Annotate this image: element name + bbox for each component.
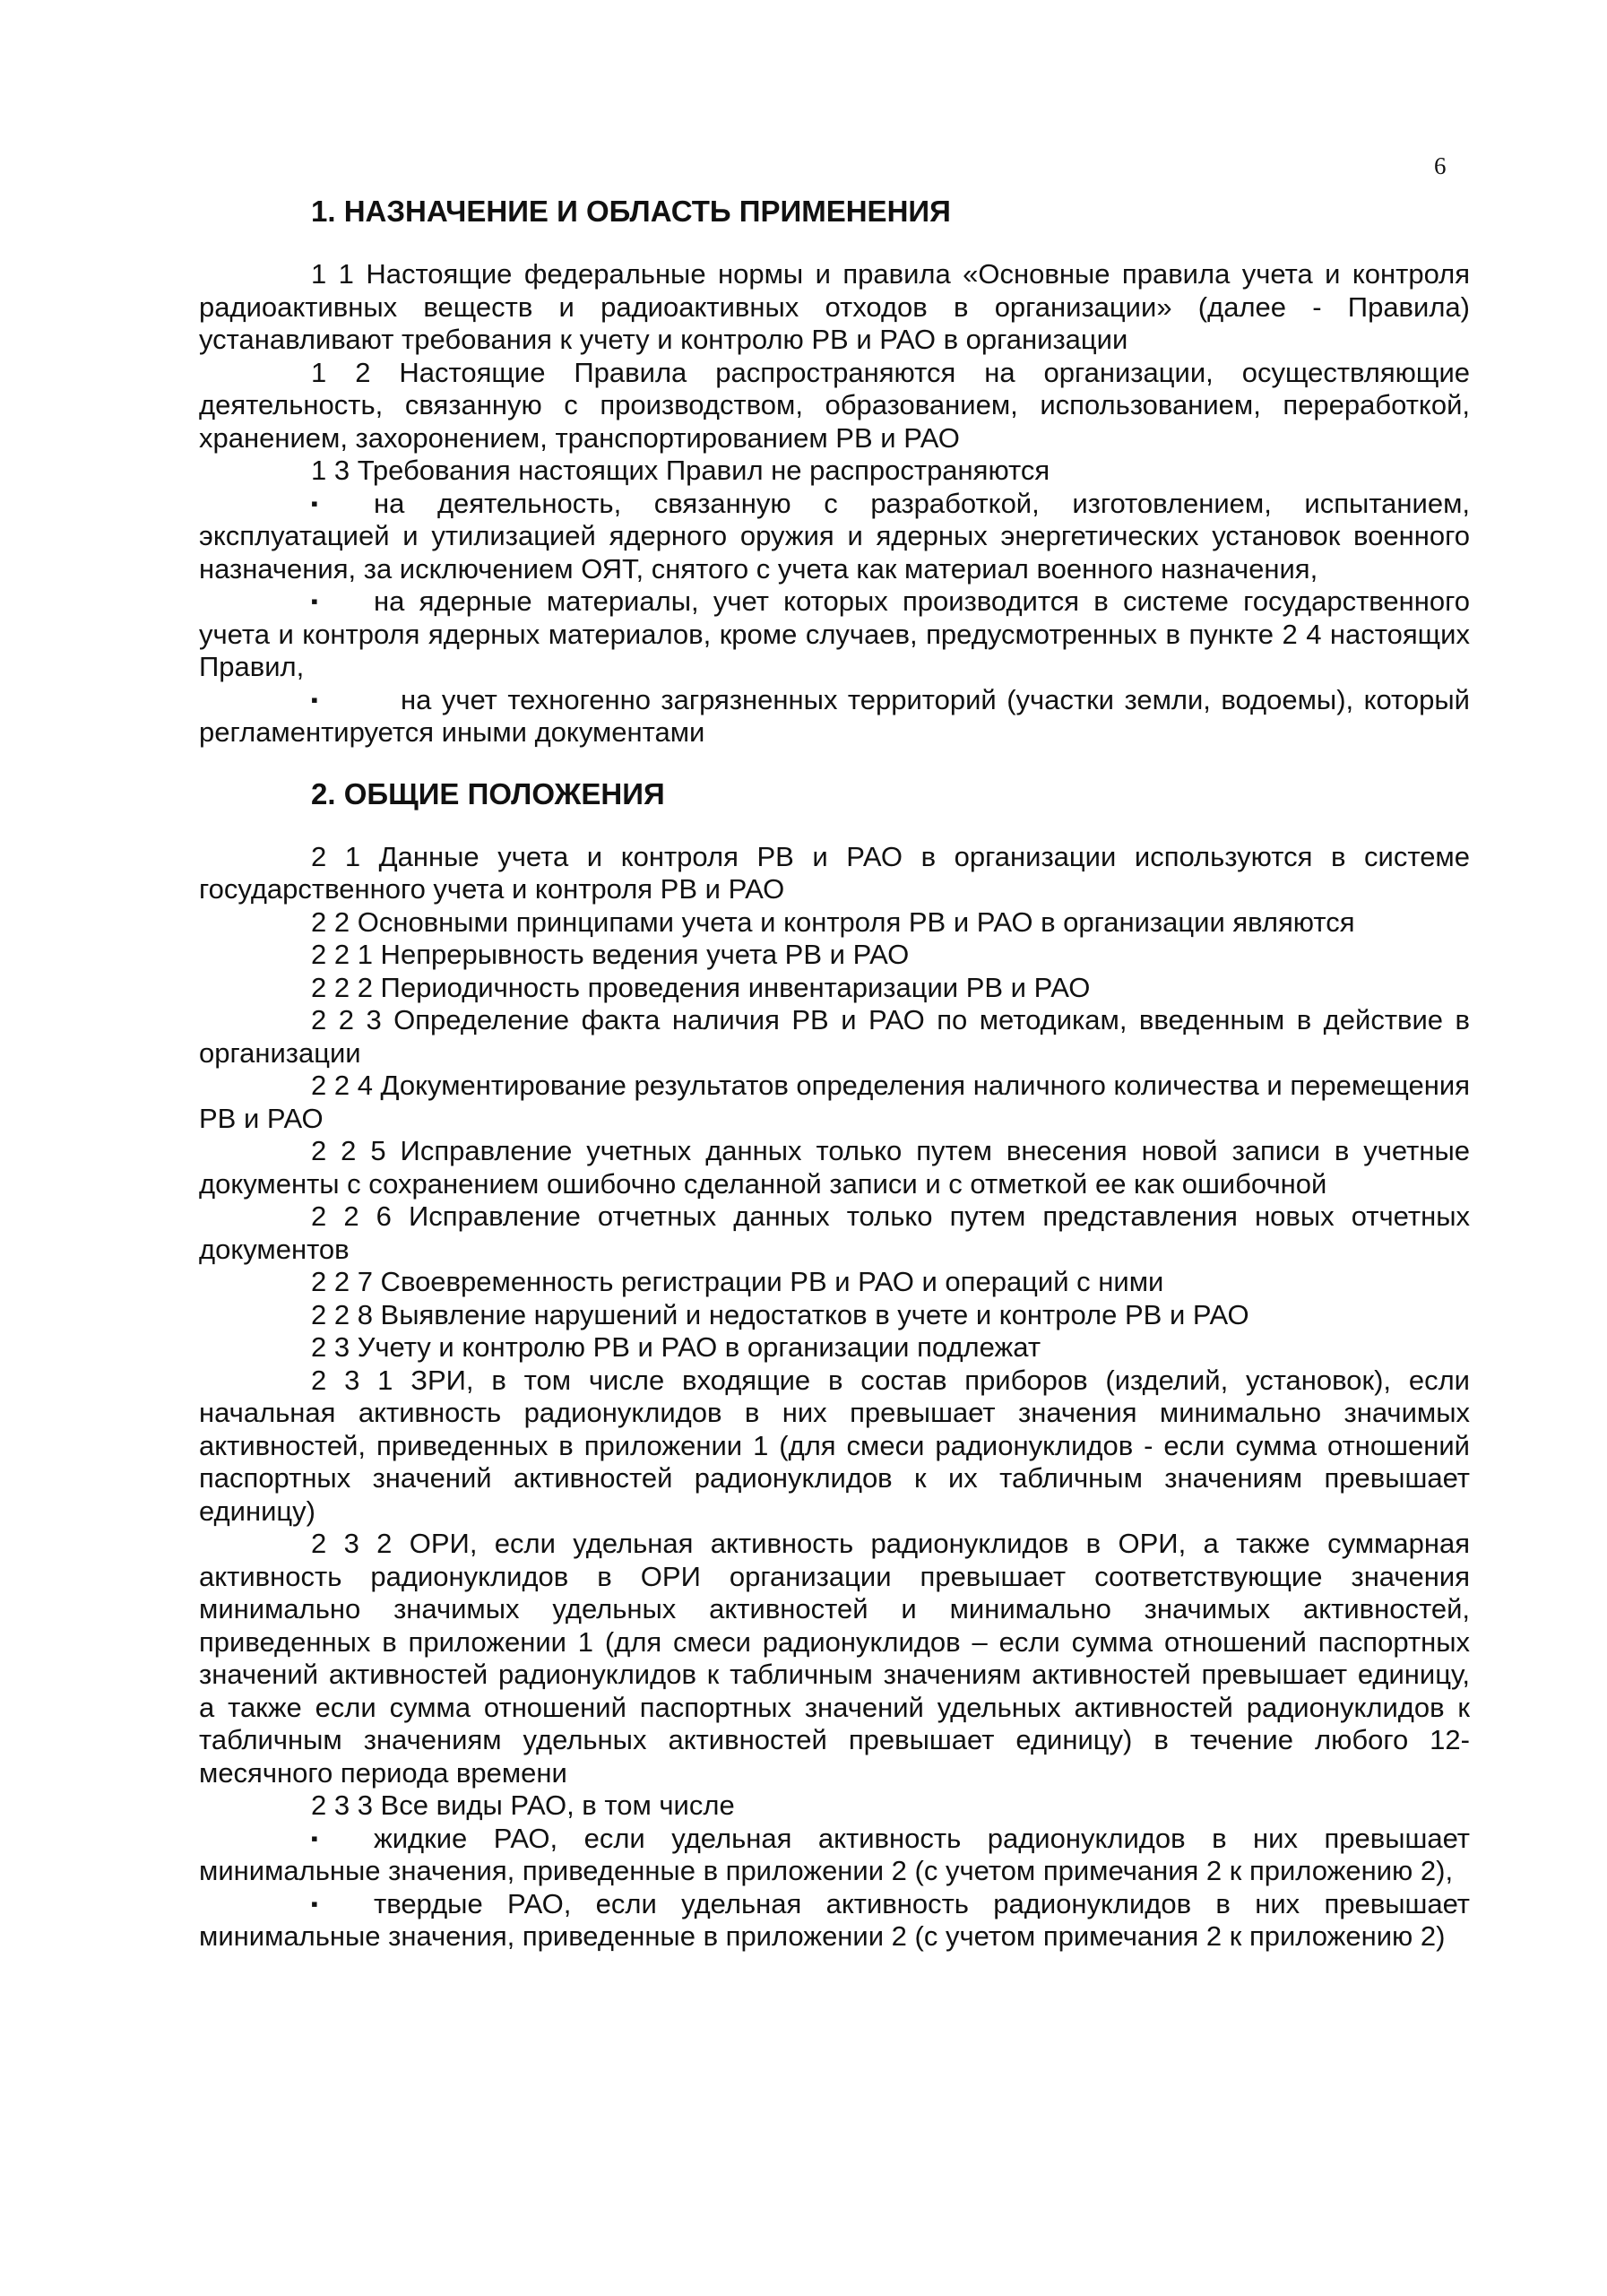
paragraph-2-2-8: 2 2 8 Выявление нарушений и недостатков в учете и контроле РВ и РАО	[311, 1298, 1249, 1330]
bullet-marker-icon: ▪	[311, 491, 318, 515]
paragraph-1-1: 1 1 Настоящие федеральные нормы и правила «Основные правила учета и контроля радиоактивных веществ и радиоактивных отходов в организации» (далее - Правила) устанавливают требования к учету и контролю РВ и РАО в организации	[199, 258, 1470, 355]
document-body	[199, 194, 1470, 1954]
paragraph-2-3: 2 3 Учету и контролю РВ и РАО в организации подлежат	[311, 1331, 1041, 1363]
bullet-text: жидкие РАО, если удельная активность радионуклидов в них превышает минимальные значения, приведенные в приложении 2 (с учетом примечания 2 к приложению 2),	[199, 1822, 1470, 1886]
section-2-title: 2. ОБЩИЕ ПОЛОЖЕНИЯ	[311, 776, 665, 810]
paragraph-2-2: 2 2 Основными принципами учета и контроля РВ и РАО в организации являются	[311, 905, 1355, 938]
bullet-marker-icon: ▪	[311, 590, 318, 612]
bullet-item-nuclear-weapons	[199, 488, 1470, 586]
bullet-marker-icon: ▪	[311, 1892, 318, 1915]
paragraph-2-3-2: 2 3 2 ОРИ, если удельная активность радионуклидов в ОРИ, а также суммарная активность радионуклидов в ОРИ организации превышает соответствующие значения минимально значимых удельных активностей и минимально значимых активностей, приведенных в приложении 1 (для смеси радионуклидов – если сумма отношений паспортных значений активностей радионуклидов к табличным значениям активностей превышает единицу, а также если сумма отношений паспортных значений удельных активностей радионуклидов к табличным значениям удельных активностей превышает единицу) в течение любого 12-месячного периода времени	[199, 1528, 1470, 1789]
bullet-text: на учет техногенно загрязненных территорий (участки земли, водоемы), который регламентируется иными документами	[199, 683, 1470, 748]
paragraph-1-2: 1 2 Настоящие Правила распространяются на организации, осуществляющие деятельность, связанную с производством, образованием, использованием, переработкой, хранением, захоронением, транспортированием РВ и РАО	[199, 356, 1470, 454]
paragraph-2-2-2: 2 2 2 Периодичность проведения инвентаризации РВ и РАО	[311, 971, 1091, 1003]
bullet-item-solid-rao	[199, 1888, 1470, 1954]
bullet-text: твердые РАО, если удельная активность радионуклидов в них превышает минимальные значения, приведенные в приложении 2 (с учетом примечания 2 к приложению 2)	[199, 1887, 1470, 1952]
bullet-item-liquid-rao	[199, 1823, 1470, 1888]
bullet-item-contaminated-territories	[199, 684, 1470, 749]
paragraph-2-2-7: 2 2 7 Своевременность регистрации РВ и РАО и операций с ними	[311, 1266, 1164, 1297]
bullet-marker-icon: ▪	[311, 688, 318, 711]
paragraph-2-2-3: 2 2 3 Определение факта наличия РВ и РАО по методикам, введенным в действие в организации	[199, 1004, 1470, 1069]
paragraph-2-3-3: 2 3 3 Все виды РАО, в том числе	[311, 1789, 735, 1821]
paragraph-2-1: 2 1 Данные учета и контроля РВ и РАО в организации используются в системе государственного учета и контроля РВ и РАО	[199, 840, 1470, 905]
bullet-text: на деятельность, связанную с разработкой, изготовлением, испытанием, эксплуатацией и утилизацией ядерного оружия и ядерных энергетических установок военного назначения, за исключением ОЯТ, снятого с учета как материал военного назначения,	[199, 487, 1470, 585]
paragraph-2-2-4: 2 2 4 Документирование результатов определения наличного количества и перемещения РВ и РАО	[199, 1070, 1471, 1134]
paragraph-2-2-6: 2 2 6 Исправление отчетных данных только путем представления новых отчетных документов	[199, 1200, 1470, 1265]
section-1-title: 1. НАЗНАЧЕНИЕ И ОБЛАСТЬ ПРИМЕНЕНИЯ	[311, 195, 951, 228]
paragraph-2-3-1: 2 3 1 ЗРИ, в том числе входящие в состав приборов (изделий, установок), если начальная активность радионуклидов в них превышает значения минимально значимых активностей, приведенных в приложении 1 (для смеси радионуклидов - если сумма отношений паспортных значений активностей радионуклидов к их табличным значениям превышает единицу)	[199, 1364, 1470, 1527]
page-number: 6	[1434, 152, 1447, 179]
bullet-item-nuclear-materials	[199, 585, 1470, 684]
paragraph-2-2-1: 2 2 1 Непрерывность ведения учета РВ и РАО	[311, 939, 910, 970]
bullet-marker-icon: ▪	[311, 1826, 318, 1850]
bullet-text: на ядерные материалы, учет которых производится в системе государственного учета и контроля ядерных материалов, кроме случаев, предусмотренных в пункте 2 4 настоящих Правил,	[199, 585, 1470, 682]
paragraph-2-2-5: 2 2 5 Исправление учетных данных только путем внесения новой записи в учетные документы с сохранением ошибочно сделанной записи и с отметкой ее как ошибочной	[199, 1135, 1470, 1200]
paragraph-1-3: 1 3 Требования настоящих Правил не распространяются	[311, 455, 1050, 486]
